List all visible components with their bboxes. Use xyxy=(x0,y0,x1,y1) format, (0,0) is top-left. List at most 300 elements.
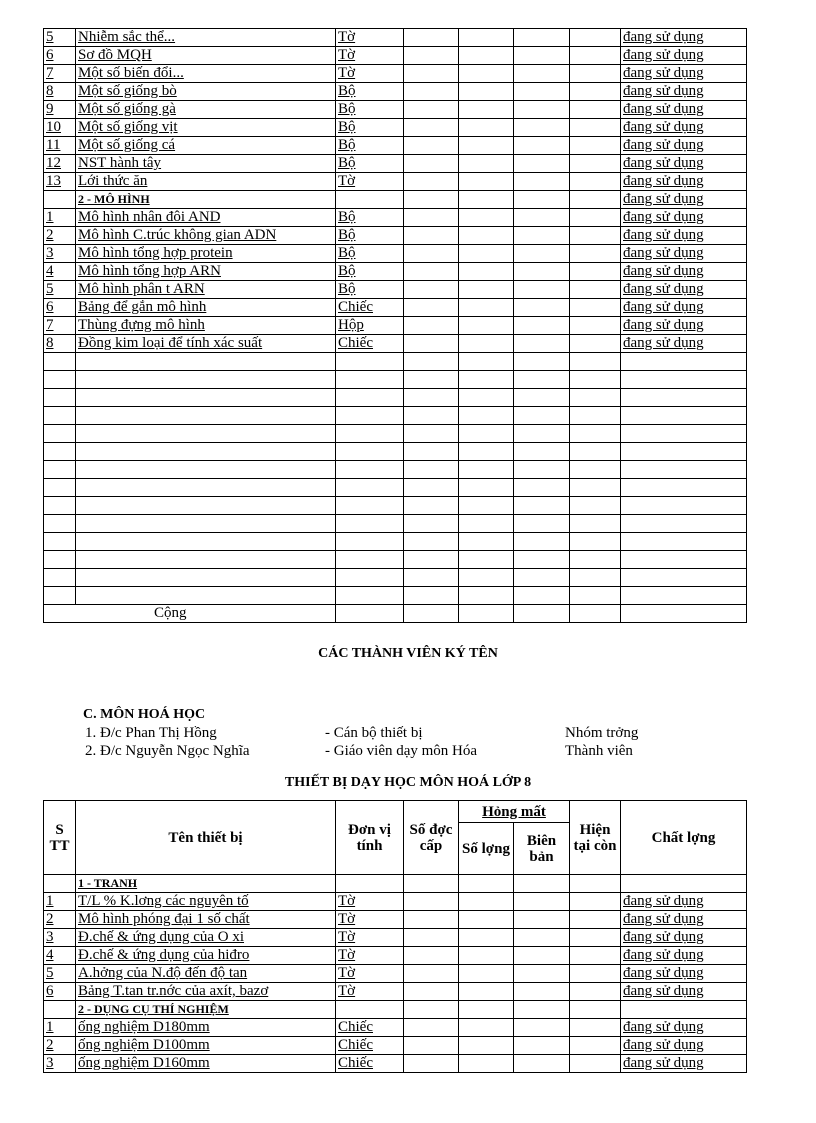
table-row xyxy=(44,65,747,83)
empty-cell xyxy=(44,461,76,479)
empty-cell xyxy=(76,479,336,497)
cell-quality: đang sử dụng xyxy=(621,209,747,227)
header-current: Hiện tại còn xyxy=(570,801,621,875)
table-row-empty xyxy=(44,569,747,587)
cell-name: NST hành tây xyxy=(76,155,336,173)
cell-stt: 10 xyxy=(44,119,76,137)
header-issued: Số đợc cấp xyxy=(404,801,459,875)
cell-quality: đang sử dụng xyxy=(621,65,747,83)
cell-unit: Bộ xyxy=(336,101,404,119)
empty-cell xyxy=(404,371,459,389)
cell-stt xyxy=(44,191,76,209)
cell-current xyxy=(570,911,621,929)
empty-cell xyxy=(404,569,459,587)
empty-cell xyxy=(336,443,404,461)
empty-cell xyxy=(514,515,570,533)
cell-current xyxy=(570,1037,621,1055)
cell-current xyxy=(570,137,621,155)
cell-quality: đang sử dụng xyxy=(621,119,747,137)
cell-lost-qty xyxy=(459,29,514,47)
cell-unit: Tờ xyxy=(336,173,404,191)
empty-cell xyxy=(459,479,514,497)
empty-cell xyxy=(336,425,404,443)
member-row xyxy=(83,742,703,760)
cell-name: ống nghiệm D180mm xyxy=(76,1019,336,1037)
cell-record xyxy=(514,317,570,335)
cell-stt: 3 xyxy=(44,245,76,263)
table-row xyxy=(44,929,747,947)
empty-cell xyxy=(44,353,76,371)
cell-unit xyxy=(336,875,404,893)
cell-quality: đang sử dụng xyxy=(621,983,747,1001)
table-row-empty xyxy=(44,587,747,605)
empty-cell xyxy=(621,533,747,551)
table-row xyxy=(44,83,747,101)
table-row xyxy=(44,47,747,65)
member-role: - Giáo viên dạy môn Hóa xyxy=(325,743,478,759)
table-row xyxy=(44,209,747,227)
section-heading: C. MÔN HOÁ HỌC xyxy=(83,707,206,722)
cell-stt: 4 xyxy=(44,263,76,281)
cell-record xyxy=(514,1037,570,1055)
cell-record xyxy=(514,191,570,209)
cell-record xyxy=(514,335,570,353)
empty-cell xyxy=(44,569,76,587)
cell-name: Sơ đồ MQH xyxy=(76,47,336,65)
cell-quality: đang sử dụng xyxy=(621,893,747,911)
cell-stt: 7 xyxy=(44,317,76,335)
header-lost-group: Hỏng mất xyxy=(459,801,570,823)
empty-cell xyxy=(514,569,570,587)
empty-cell xyxy=(76,533,336,551)
empty-cell xyxy=(76,587,336,605)
cell-lost-qty xyxy=(459,335,514,353)
cell-issued xyxy=(404,893,459,911)
cell-unit: Bộ xyxy=(336,83,404,101)
cell-unit: Bộ xyxy=(336,227,404,245)
cell-current xyxy=(570,227,621,245)
table-row xyxy=(44,875,747,893)
cell-name: ống nghiệm D100mm xyxy=(76,1037,336,1055)
cell-quality: đang sử dụng xyxy=(621,929,747,947)
empty-cell xyxy=(514,605,570,623)
empty-cell xyxy=(459,605,514,623)
cell-lost-qty xyxy=(459,875,514,893)
cell-current xyxy=(570,263,621,281)
table-row xyxy=(44,317,747,335)
cell-quality: đang sử dụng xyxy=(621,101,747,119)
cell-unit: Chiếc xyxy=(336,335,404,353)
table-row xyxy=(44,1019,747,1037)
cell-issued xyxy=(404,1019,459,1037)
cell-issued xyxy=(404,119,459,137)
cell-name: Nhiễm sắc thể... xyxy=(76,29,336,47)
empty-cell xyxy=(76,569,336,587)
empty-cell xyxy=(570,443,621,461)
cell-quality: đang sử dụng xyxy=(621,191,747,209)
empty-cell xyxy=(459,407,514,425)
empty-cell xyxy=(404,443,459,461)
cell-quality: đang sử dụng xyxy=(621,1037,747,1055)
cell-current xyxy=(570,119,621,137)
table-row xyxy=(44,119,747,137)
empty-cell xyxy=(459,353,514,371)
empty-cell xyxy=(621,353,747,371)
cell-issued xyxy=(404,191,459,209)
cell-quality: đang sử dụng xyxy=(621,911,747,929)
cell-current xyxy=(570,965,621,983)
cell-stt: 8 xyxy=(44,335,76,353)
empty-cell xyxy=(76,425,336,443)
cell-lost-qty xyxy=(459,1001,514,1019)
empty-cell xyxy=(76,389,336,407)
empty-cell xyxy=(44,407,76,425)
header-quality: Chất lợng xyxy=(621,801,747,875)
cell-quality: đang sử dụng xyxy=(621,83,747,101)
cell-stt: 2 xyxy=(44,1037,76,1055)
table-row-empty xyxy=(44,551,747,569)
table-row xyxy=(44,335,747,353)
cell-quality: đang sử dụng xyxy=(621,965,747,983)
empty-cell xyxy=(570,389,621,407)
member-row xyxy=(83,724,703,742)
cell-name: 1 - TRANH xyxy=(76,875,336,893)
member-name: 2. Đ/c Nguyễn Ngọc Nghĩa xyxy=(85,743,250,759)
member-role: - Cán bộ thiết bị xyxy=(325,725,423,741)
cell-current xyxy=(570,191,621,209)
empty-cell xyxy=(336,551,404,569)
cell-stt: 1 xyxy=(44,893,76,911)
table-row xyxy=(44,29,747,47)
cell-record xyxy=(514,1055,570,1073)
cell-stt: 2 xyxy=(44,227,76,245)
cell-name: Mô hình nhân đôi AND xyxy=(76,209,336,227)
empty-cell xyxy=(621,515,747,533)
cell-lost-qty xyxy=(459,119,514,137)
cell-issued xyxy=(404,101,459,119)
empty-cell xyxy=(621,569,747,587)
empty-cell xyxy=(621,407,747,425)
cell-lost-qty xyxy=(459,173,514,191)
table-row xyxy=(44,281,747,299)
empty-cell xyxy=(514,497,570,515)
cell-record xyxy=(514,263,570,281)
cell-record xyxy=(514,209,570,227)
cell-lost-qty xyxy=(459,983,514,1001)
empty-cell xyxy=(336,407,404,425)
cell-record xyxy=(514,227,570,245)
cell-record xyxy=(514,299,570,317)
empty-cell xyxy=(44,389,76,407)
empty-cell xyxy=(76,515,336,533)
cell-issued xyxy=(404,947,459,965)
cell-current xyxy=(570,47,621,65)
empty-cell xyxy=(570,371,621,389)
cell-quality: đang sử dụng xyxy=(621,245,747,263)
cell-current xyxy=(570,281,621,299)
cell-unit: Tờ xyxy=(336,983,404,1001)
empty-cell xyxy=(76,443,336,461)
empty-cell xyxy=(76,371,336,389)
cell-lost-qty xyxy=(459,965,514,983)
empty-cell xyxy=(459,443,514,461)
table-row xyxy=(44,1037,747,1055)
empty-cell xyxy=(44,515,76,533)
cell-issued xyxy=(404,299,459,317)
cell-current xyxy=(570,65,621,83)
empty-cell xyxy=(514,461,570,479)
cell-name: Đ.chế & ứng dụng của O xi xyxy=(76,929,336,947)
cell-lost-qty xyxy=(459,155,514,173)
empty-cell xyxy=(514,479,570,497)
table-row xyxy=(44,1055,747,1073)
cell-name: A.hởng của N.độ đến độ tan xyxy=(76,965,336,983)
cell-name: Mô hình phóng đại 1 số chất xyxy=(76,911,336,929)
header-name: Tên thiết bị xyxy=(76,801,336,875)
cell-name: Mô hình tổng hợp protein xyxy=(76,245,336,263)
empty-cell xyxy=(404,533,459,551)
empty-cell xyxy=(514,371,570,389)
table-row xyxy=(44,155,747,173)
cell-quality: đang sử dụng xyxy=(621,335,747,353)
cell-issued xyxy=(404,1001,459,1019)
cell-unit: Tờ xyxy=(336,65,404,83)
cell-current xyxy=(570,155,621,173)
cell-quality: đang sử dụng xyxy=(621,299,747,317)
table-row xyxy=(44,227,747,245)
header-unit: Đơn vị tính xyxy=(336,801,404,875)
table-row xyxy=(44,1001,747,1019)
cell-name: Mô hình C.trúc không gian ADN xyxy=(76,227,336,245)
cell-unit xyxy=(336,191,404,209)
cell-unit: Bộ xyxy=(336,137,404,155)
empty-cell xyxy=(514,533,570,551)
cell-unit: Bộ xyxy=(336,119,404,137)
cell-lost-qty xyxy=(459,101,514,119)
cell-lost-qty xyxy=(459,893,514,911)
table-row-empty xyxy=(44,533,747,551)
empty-cell xyxy=(336,389,404,407)
cell-lost-qty xyxy=(459,1019,514,1037)
table-row-empty xyxy=(44,407,747,425)
cell-lost-qty xyxy=(459,137,514,155)
empty-cell xyxy=(570,353,621,371)
cell-quality: đang sử dụng xyxy=(621,317,747,335)
cell-quality: đang sử dụng xyxy=(621,173,747,191)
empty-cell xyxy=(76,497,336,515)
cell-quality: đang sử dụng xyxy=(621,263,747,281)
table-row xyxy=(44,137,747,155)
cell-issued xyxy=(404,983,459,1001)
cell-issued xyxy=(404,173,459,191)
empty-cell xyxy=(514,425,570,443)
table-row-empty xyxy=(44,461,747,479)
empty-cell xyxy=(570,587,621,605)
cell-unit: Tờ xyxy=(336,29,404,47)
cell-lost-qty xyxy=(459,1037,514,1055)
cell-issued xyxy=(404,335,459,353)
empty-cell xyxy=(44,497,76,515)
cell-quality xyxy=(621,875,747,893)
cell-record xyxy=(514,101,570,119)
cell-record xyxy=(514,119,570,137)
cell-unit: Bộ xyxy=(336,245,404,263)
cell-unit: Chiếc xyxy=(336,299,404,317)
cell-unit: Chiếc xyxy=(336,1019,404,1037)
empty-cell xyxy=(404,587,459,605)
empty-cell xyxy=(76,353,336,371)
empty-cell xyxy=(44,479,76,497)
cell-quality: đang sử dụng xyxy=(621,281,747,299)
cell-issued xyxy=(404,1055,459,1073)
cell-issued xyxy=(404,155,459,173)
cell-record xyxy=(514,929,570,947)
cell-name: Bảng để gắn mô hình xyxy=(76,299,336,317)
cell-issued xyxy=(404,137,459,155)
cell-unit: Tờ xyxy=(336,47,404,65)
empty-cell xyxy=(459,515,514,533)
cell-unit xyxy=(336,1001,404,1019)
empty-cell xyxy=(336,569,404,587)
empty-cell xyxy=(404,479,459,497)
table2-title: THIẾT BỊ DẠY HỌC MÔN HOÁ LỚP 8 xyxy=(284,775,532,790)
empty-cell xyxy=(514,443,570,461)
cell-stt: 13 xyxy=(44,173,76,191)
table-row-empty xyxy=(44,425,747,443)
cell-stt: 5 xyxy=(44,281,76,299)
header-lost-qty: Số lợng xyxy=(459,823,514,875)
table-row-empty xyxy=(44,371,747,389)
table-row xyxy=(44,893,747,911)
cell-record xyxy=(514,911,570,929)
cell-lost-qty xyxy=(459,209,514,227)
cell-lost-qty xyxy=(459,263,514,281)
total-row xyxy=(44,605,747,623)
cell-issued xyxy=(404,911,459,929)
empty-cell xyxy=(336,461,404,479)
empty-cell xyxy=(404,389,459,407)
empty-cell xyxy=(621,605,747,623)
table-row xyxy=(44,173,747,191)
cell-current xyxy=(570,1055,621,1073)
cell-stt: 6 xyxy=(44,983,76,1001)
cell-quality: đang sử dụng xyxy=(621,155,747,173)
empty-cell xyxy=(336,479,404,497)
empty-cell xyxy=(44,533,76,551)
cell-issued xyxy=(404,965,459,983)
cell-lost-qty xyxy=(459,299,514,317)
cell-name: Một số biến đổi... xyxy=(76,65,336,83)
empty-cell xyxy=(44,443,76,461)
cell-unit: Bộ xyxy=(336,281,404,299)
empty-cell xyxy=(44,371,76,389)
cell-record xyxy=(514,965,570,983)
empty-cell xyxy=(514,389,570,407)
cell-name: 2 - MÔ HÌNH xyxy=(76,191,336,209)
cell-record xyxy=(514,893,570,911)
empty-cell xyxy=(621,461,747,479)
cell-stt: 1 xyxy=(44,209,76,227)
empty-cell xyxy=(514,353,570,371)
cell-current xyxy=(570,1019,621,1037)
chemistry-section xyxy=(83,706,703,760)
cell-stt: 6 xyxy=(44,299,76,317)
cell-current xyxy=(570,1001,621,1019)
empty-cell xyxy=(404,515,459,533)
empty-cell xyxy=(336,605,404,623)
cell-quality: đang sử dụng xyxy=(621,47,747,65)
empty-cell xyxy=(570,479,621,497)
cell-unit: Tờ xyxy=(336,947,404,965)
cell-record xyxy=(514,29,570,47)
cell-lost-qty xyxy=(459,47,514,65)
empty-cell xyxy=(621,497,747,515)
cell-name: Một số giống gà xyxy=(76,101,336,119)
table-row xyxy=(44,983,747,1001)
empty-cell xyxy=(514,407,570,425)
total-label: Cộng xyxy=(44,605,336,623)
empty-cell xyxy=(570,461,621,479)
cell-unit: Bộ xyxy=(336,263,404,281)
cell-name: T/L % K.lơng các nguyên tố xyxy=(76,893,336,911)
cell-lost-qty xyxy=(459,245,514,263)
cell-name: Đ.chế & ứng dụng của hiđro xyxy=(76,947,336,965)
cell-record xyxy=(514,983,570,1001)
cell-issued xyxy=(404,929,459,947)
member-group: Thành viên xyxy=(565,743,633,759)
cell-lost-qty xyxy=(459,911,514,929)
empty-cell xyxy=(336,515,404,533)
equipment-table-biology xyxy=(43,28,747,623)
cell-quality: đang sử dụng xyxy=(621,1019,747,1037)
cell-stt: 4 xyxy=(44,947,76,965)
cell-unit: Chiếc xyxy=(336,1055,404,1073)
table-row-empty xyxy=(44,389,747,407)
table-row xyxy=(44,965,747,983)
cell-lost-qty xyxy=(459,1055,514,1073)
cell-issued xyxy=(404,65,459,83)
cell-name: Thùng đựng mô hình xyxy=(76,317,336,335)
cell-quality: đang sử dụng xyxy=(621,29,747,47)
cell-current xyxy=(570,299,621,317)
cell-current xyxy=(570,209,621,227)
empty-cell xyxy=(44,551,76,569)
cell-unit: Tờ xyxy=(336,965,404,983)
cell-unit: Hộp xyxy=(336,317,404,335)
empty-cell xyxy=(404,551,459,569)
cell-record xyxy=(514,875,570,893)
cell-record xyxy=(514,245,570,263)
cell-issued xyxy=(404,875,459,893)
cell-quality: đang sử dụng xyxy=(621,137,747,155)
cell-stt: 7 xyxy=(44,65,76,83)
cell-issued xyxy=(404,317,459,335)
cell-current xyxy=(570,983,621,1001)
empty-cell xyxy=(459,569,514,587)
cell-current xyxy=(570,29,621,47)
cell-lost-qty xyxy=(459,65,514,83)
cell-unit: Bộ xyxy=(336,155,404,173)
cell-unit: Tờ xyxy=(336,929,404,947)
empty-cell xyxy=(621,371,747,389)
cell-stt: 5 xyxy=(44,29,76,47)
empty-cell xyxy=(459,497,514,515)
cell-stt: 3 xyxy=(44,1055,76,1073)
cell-record xyxy=(514,83,570,101)
cell-stt: 11 xyxy=(44,137,76,155)
empty-cell xyxy=(514,551,570,569)
empty-cell xyxy=(621,443,747,461)
